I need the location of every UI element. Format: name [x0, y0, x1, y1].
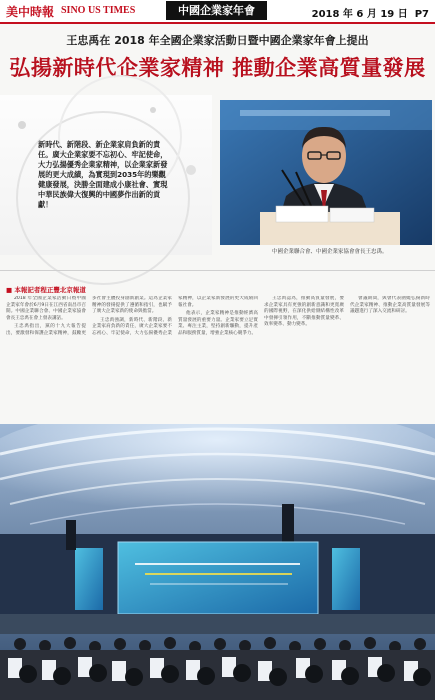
article-paragraph: 王忠禹強調，新時代、新階段、新企業家肩負新的責任，廣大企業家要不忘初心、牢記使命，大力弘揚優秀企業家精神，以企業家新發展的更大成績回報社會。 [92, 296, 258, 336]
article-paragraph: 王忠禹認為，推動高質量發展，要求企業家具有更強的創新意識和更寬廣的國際視野，在深化供給側結構性改革中發揮引領作用，不斷推動質量變革、效率變革、動力變革。 [264, 296, 344, 328]
conference-hall-photo [0, 424, 435, 700]
article-body [6, 296, 430, 424]
photo-caption: 中國企業聯合會、中國企業家協會會長王忠禹。 [272, 249, 388, 255]
section-divider [0, 270, 435, 271]
conference-hall-illustration [0, 424, 435, 700]
pull-quote: 新時代、新階段、新企業家肩負新的責任。廣大企業家要不忘初心、牢記使命，大力弘揚優秀企業家精神，以企業家新發展的更大成績，為實現到2035年的樂觀健康發展，決勝全面建成小康社會、實現中華民族偉大復興的中國夢作出新的貢獻！ [38, 140, 168, 209]
decorative-dot [150, 107, 156, 113]
decorative-dot [18, 121, 26, 129]
article-paragraph: 會議期間，與會代表圍繞弘揚新時代企業家精神、推動企業高質量發展等議題進行了深入交流和研討。 [350, 296, 430, 315]
article-paragraph: 王忠禹指出，黨的十九大報告提出，要激發和保護企業家精神，鼓勵更多社會主體投身創新創業。這為企業家精神的發揚提供了遵循和指引，也賦予了廣大企業家新的使命與擔當。 [6, 296, 172, 336]
issue-date: 2018 年 6 月 19 日 [311, 9, 408, 20]
page-header [0, 0, 435, 24]
page-number: P7 [414, 9, 429, 20]
article-paragraph: 2018 年全國企業家活動日暨中國企業家年會於6月9日在江西省南昌市召開。中國企業聯合會、中國企業家協會會長王忠禹在會上發表講話。 [6, 296, 86, 321]
section-label: 中國企業家年會 [166, 1, 267, 20]
masthead-brand: 美中時報 [6, 5, 55, 19]
decorative-dot [186, 165, 196, 175]
speaker-photo [220, 100, 432, 245]
masthead-brand-en: SINO US TIMES [61, 5, 136, 16]
issue-dateline [312, 5, 429, 20]
article-headline: 弘揚新時代企業家精神 推動企業高質量發展 [9, 56, 426, 80]
speaker-photo-illustration [220, 100, 432, 245]
article-paragraph: 他表示，企業家精神是推動經濟高質量發展的重要力量。企業家要立足實業、專注主業，堅持創新驅動，提升產品和服務質量，增強企業核心競爭力。 [178, 311, 258, 336]
byline: ■ 本報記者程正豐北京報道 [6, 286, 86, 294]
article-kicker: 王忠禹在 2018 年全國企業家活動日暨中國企業家年會上提出 [66, 34, 369, 47]
